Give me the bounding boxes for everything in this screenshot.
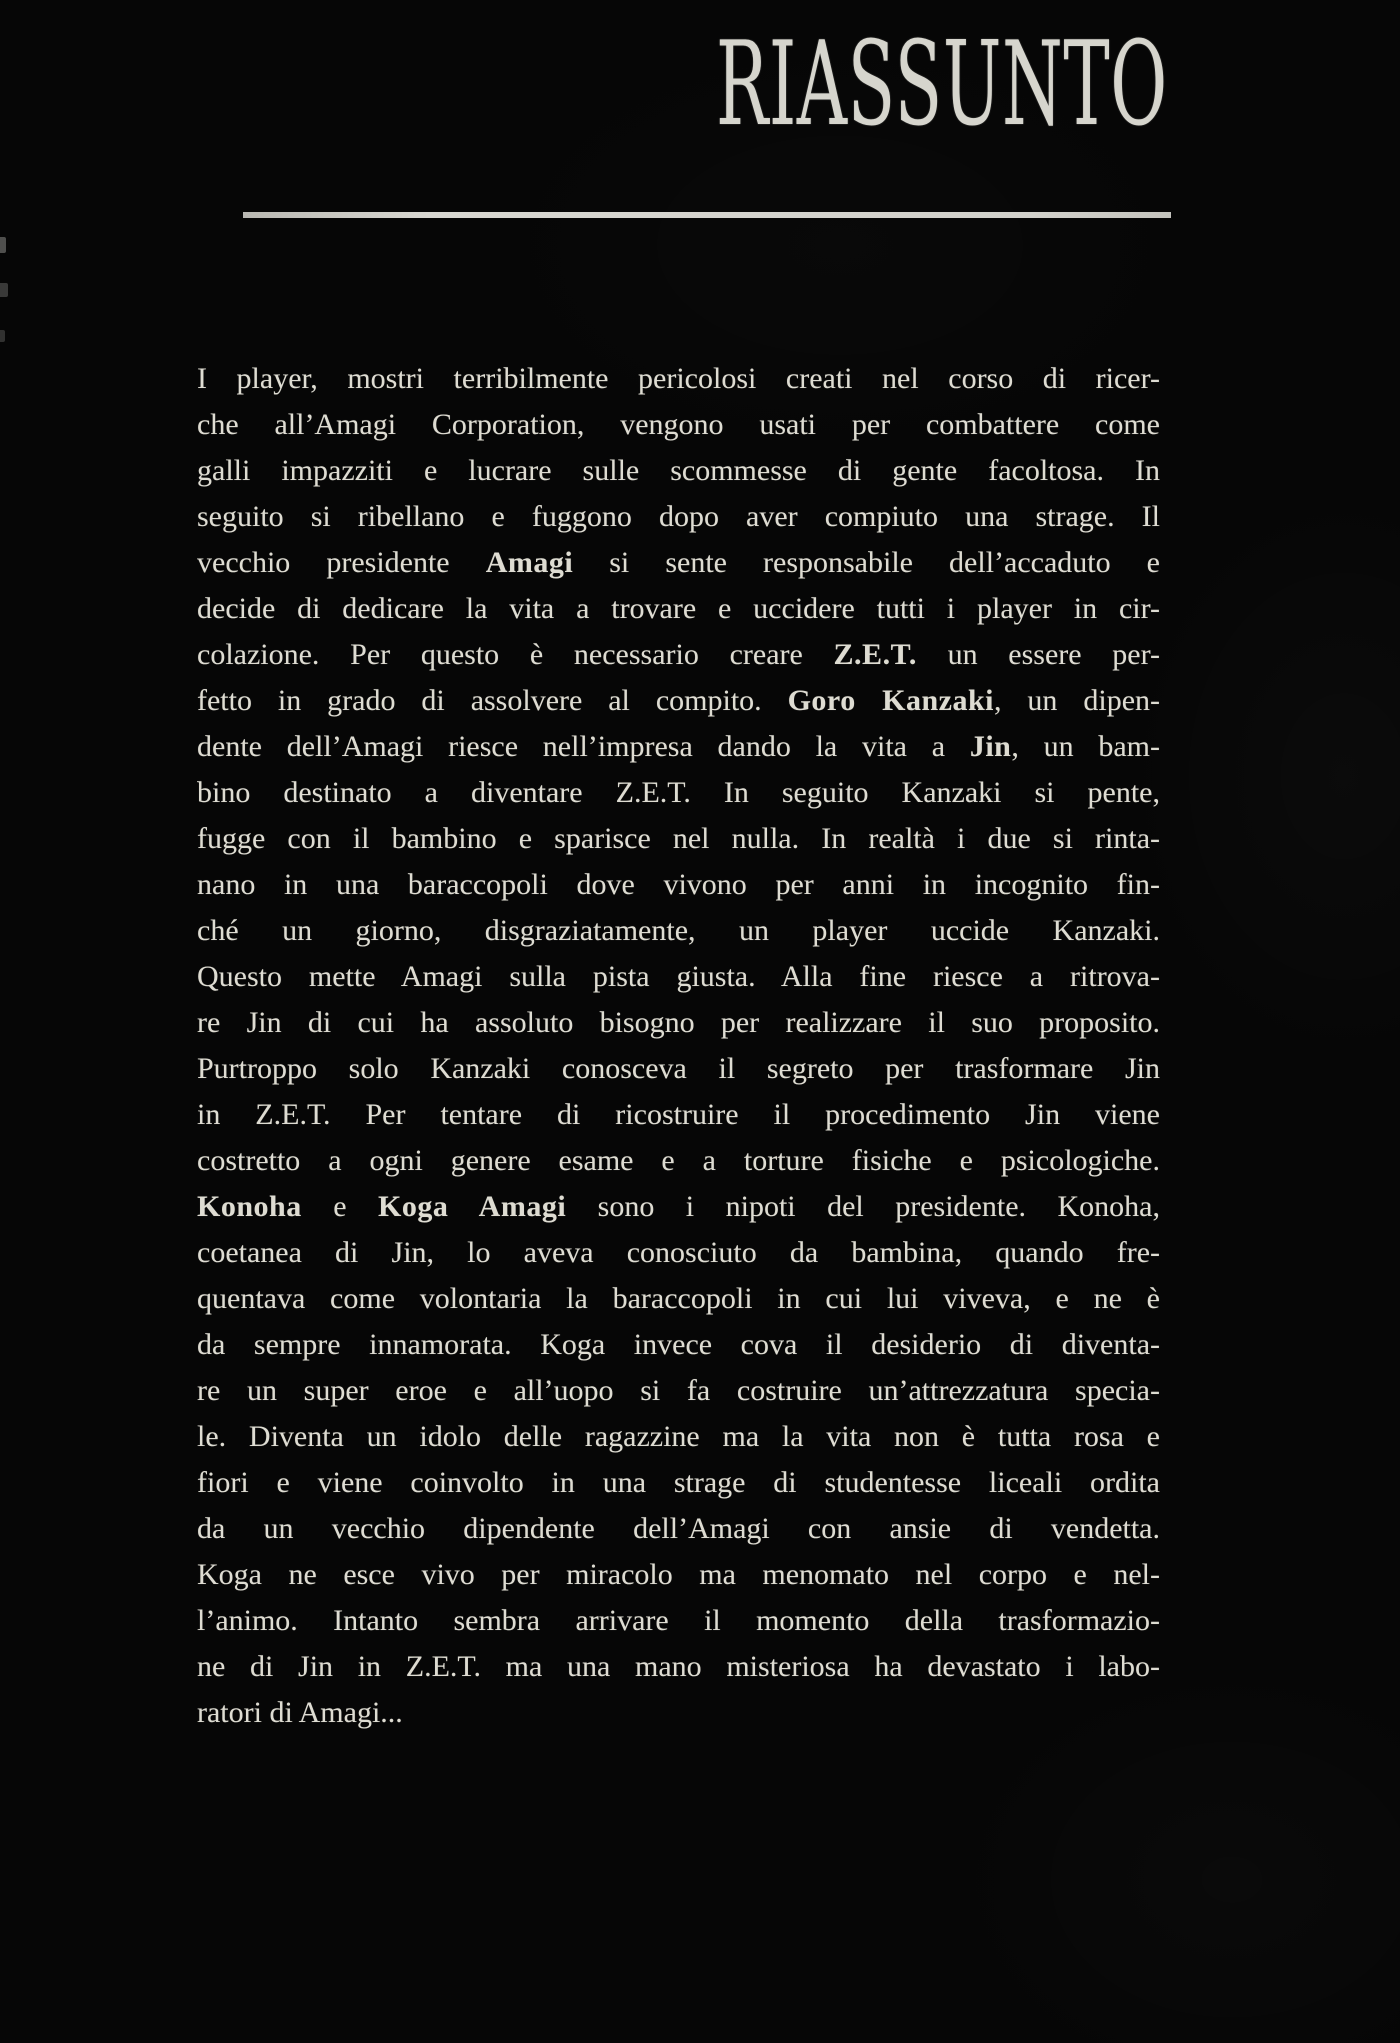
summary-line — [197, 356, 1160, 402]
summary-line-text: , un bam- — [1011, 730, 1160, 763]
summary-line — [197, 724, 1160, 770]
summary-line-text: da un vecchio dipendente dell’Amagi con ansie di vendetta. — [197, 1512, 1160, 1545]
summary-line-text: nano in una baraccopoli dove vivono per anni in incognito fin- — [197, 868, 1160, 901]
page-edge-mark — [0, 283, 8, 297]
summary-line — [197, 402, 1160, 448]
summary-line-text: colazione. Per questo è necessario creare — [197, 638, 834, 671]
summary-line-text: ratori di Amagi... — [197, 1696, 403, 1729]
summary-line — [197, 586, 1160, 632]
summary-line-text: sono i nipoti del presidente. Konoha, — [566, 1190, 1160, 1223]
summary-line — [197, 632, 1160, 678]
summary-text — [197, 356, 1160, 1736]
summary-line-text: , un dipen- — [994, 684, 1160, 717]
summary-bold-name: Goro Kanzaki — [787, 684, 994, 717]
summary-line — [197, 1000, 1160, 1046]
summary-line — [197, 816, 1160, 862]
summary-line — [197, 1644, 1160, 1690]
summary-bold-name: Koga Amagi — [378, 1190, 567, 1223]
summary-line — [197, 1460, 1160, 1506]
page-edge-mark — [0, 330, 5, 342]
summary-line — [197, 1598, 1160, 1644]
summary-bold-name: Z.E.T. — [833, 638, 917, 671]
summary-line-text: re un super eroe e all’uopo si fa costruire un’attrezzatura specia- — [197, 1374, 1160, 1407]
summary-line — [197, 1552, 1160, 1598]
summary-line — [197, 494, 1160, 540]
summary-line — [197, 1046, 1160, 1092]
summary-bold-name: Jin — [969, 730, 1012, 763]
summary-line-text: I player, mostri terribilmente pericolosi creati nel corso di ricer- — [197, 362, 1160, 395]
title-divider — [243, 212, 1171, 218]
summary-line-text: bino destinato a diventare Z.E.T. In seguito Kanzaki si pente, — [197, 776, 1160, 809]
summary-line-text: si sente responsabile dell’accaduto e — [573, 546, 1160, 579]
summary-line-text: costretto a ogni genere esame e a torture fisiche e psicologiche. — [197, 1144, 1160, 1177]
summary-line — [197, 1414, 1160, 1460]
summary-line-text: Questo mette Amagi sulla pista giusta. Alla fine riesce a ritrova- — [197, 960, 1160, 993]
summary-line-text: Purtroppo solo Kanzaki conosceva il segreto per trasformare Jin — [197, 1052, 1160, 1085]
page-title: RIASSUNTO — [716, 16, 1168, 152]
summary-bold-name: Amagi — [485, 546, 574, 579]
summary-line — [197, 1690, 1160, 1736]
summary-line — [197, 1230, 1160, 1276]
summary-line — [197, 908, 1160, 954]
summary-line — [197, 1276, 1160, 1322]
summary-line-text: ché un giorno, disgraziatamente, un player uccide Kanzaki. — [197, 914, 1160, 947]
summary-line-text: decide di dedicare la vita a trovare e uccidere tutti i player in cir- — [197, 592, 1160, 625]
summary-line — [197, 1092, 1160, 1138]
summary-bold-name: Konoha — [197, 1190, 302, 1223]
summary-line-text: che all’Amagi Corporation, vengono usati per combattere come — [197, 408, 1160, 441]
summary-line — [197, 1184, 1160, 1230]
summary-line — [197, 862, 1160, 908]
summary-line-text: da sempre innamorata. Koga invece cova il desiderio di diventa- — [197, 1328, 1160, 1361]
summary-line-text: fetto in grado di assolvere al compito. — [197, 684, 788, 717]
summary-line-text: l’animo. Intanto sembra arrivare il momento della trasformazio- — [197, 1604, 1160, 1637]
summary-line-text: vecchio presidente — [197, 546, 486, 579]
summary-line-text: un essere per- — [916, 638, 1160, 671]
summary-line-text: quentava come volontaria la baraccopoli in cui lui viveva, e ne è — [197, 1282, 1160, 1315]
summary-line-text: e — [301, 1190, 378, 1223]
summary-line-text: in Z.E.T. Per tentare di ricostruire il procedimento Jin viene — [197, 1098, 1160, 1131]
summary-line-text: dente dell’Amagi riesce nell’impresa dando la vita a — [197, 730, 970, 763]
summary-line-text: coetanea di Jin, lo aveva conosciuto da bambina, quando fre- — [197, 1236, 1160, 1269]
summary-line — [197, 540, 1160, 586]
summary-line — [197, 448, 1160, 494]
summary-line-text: Koga ne esce vivo per miracolo ma menomato nel corpo e nel- — [197, 1558, 1160, 1591]
summary-line — [197, 1138, 1160, 1184]
summary-line — [197, 678, 1160, 724]
summary-line — [197, 954, 1160, 1000]
summary-line-text: galli impazziti e lucrare sulle scommesse di gente facoltosa. In — [197, 454, 1160, 487]
summary-line — [197, 770, 1160, 816]
summary-line-text: ne di Jin in Z.E.T. ma una mano misteriosa ha devastato i labo- — [197, 1650, 1160, 1683]
summary-line-text: le. Diventa un idolo delle ragazzine ma la vita non è tutta rosa e — [197, 1420, 1160, 1453]
summary-line-text: fugge con il bambino e sparisce nel nulla. In realtà i due si rinta- — [197, 822, 1160, 855]
summary-line — [197, 1322, 1160, 1368]
page-edge-mark — [0, 237, 6, 253]
summary-line-text: seguito si ribellano e fuggono dopo aver compiuto una strage. Il — [197, 500, 1160, 533]
summary-line — [197, 1506, 1160, 1552]
summary-line-text: fiori e viene coinvolto in una strage di studentesse liceali ordita — [197, 1466, 1160, 1499]
summary-line-text: re Jin di cui ha assoluto bisogno per realizzare il suo proposito. — [197, 1006, 1160, 1039]
summary-line — [197, 1368, 1160, 1414]
